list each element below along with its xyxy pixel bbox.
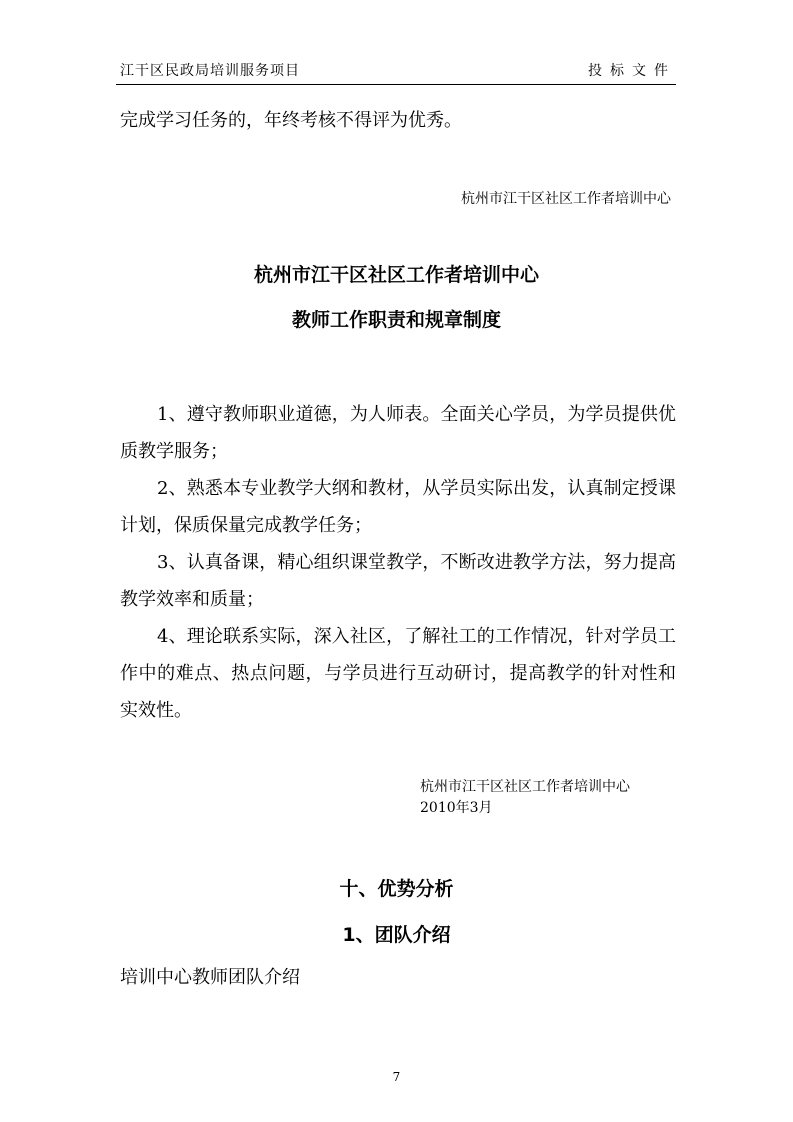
signature-org: 杭州市江干区社区工作者培训中心 [420,779,630,795]
previous-signature: 杭州市江干区社区工作者培训中心 [461,191,671,207]
header-project: 江干区民政局培训服务项目 [120,63,300,79]
duty-item-3: 3、认真备课，精心组织课堂教学，不断改进教学方法，努力提高教学效率和质量； [120,552,676,610]
sub-text: 培训中心教师团队介绍 [120,967,300,988]
header-rule [116,84,676,85]
carryover-text: 完成学习任务的，年终考核不得评为优秀。 [120,110,462,131]
title-line-1: 杭州市江干区社区工作者培训中心 [253,264,539,286]
title-line-2: 教师工作职责和规章制度 [291,309,501,331]
duty-item-1: 1、遵守教师职业道德，为人师表。全面关心学员，为学员提供优质教学服务； [120,404,676,462]
page-number: 7 [392,1070,401,1084]
sub-heading: 1、团队介绍 [342,924,451,946]
section-heading: 十、优势分析 [339,878,454,900]
signature-date: 2010年3月 [420,800,493,816]
duties-list [120,396,676,729]
duty-item-2: 2、熟悉本专业教学大纲和教材，从学员实际出发，认真制定授课计划，保质保量完成教学任务； [120,478,676,536]
duty-item-4: 4、理论联系实际，深入社区，了解社工的工作情况，针对学员工作中的难点、热点问题，与学员进行互动研讨，提高教学的针对性和实效性。 [120,626,676,721]
header-doc-type: 投标文件 [588,63,676,79]
